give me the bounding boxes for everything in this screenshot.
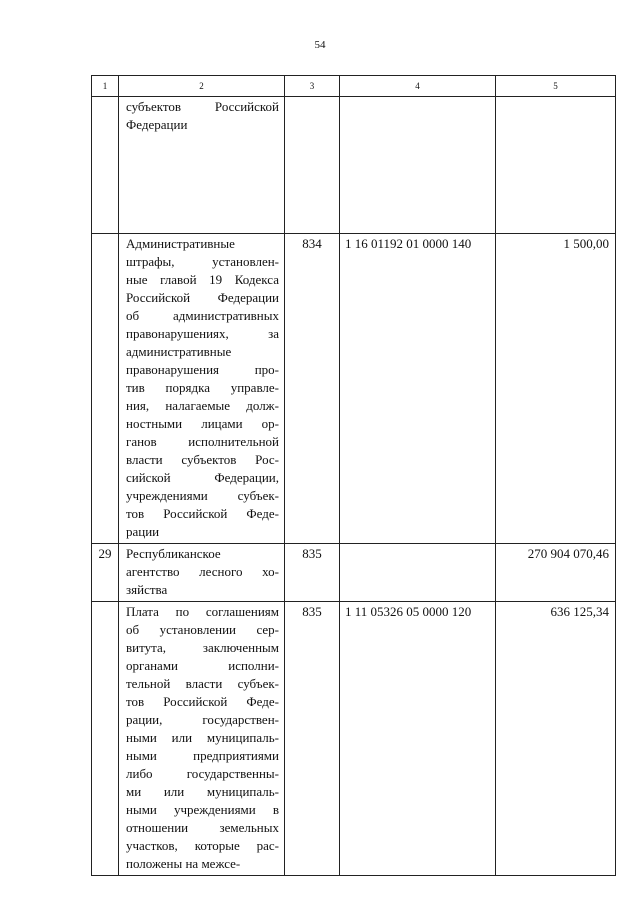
header-col-4: 4 (340, 76, 496, 97)
row-number-cell (92, 97, 119, 234)
header-col-2: 2 (119, 76, 285, 97)
row-name-line: положены на межсе- (126, 856, 241, 871)
row-name-line: власти субъектов Рос- (126, 452, 279, 467)
row-name-line: зяйства (126, 582, 168, 597)
row-name-line: ные главой 19 Кодекса (126, 272, 279, 287)
header-row (92, 76, 616, 97)
row-name-cell (119, 602, 285, 876)
row-name-line: штрафы, установлен- (126, 254, 279, 269)
row-amount-cell (496, 97, 616, 234)
row-number-cell (92, 234, 119, 544)
row-name-line: ми или муниципаль- (126, 784, 279, 799)
row-name-line: административные (126, 344, 232, 359)
row-name-line: сийской Федерации, (126, 470, 279, 485)
row-name-line: участков, которые рас- (126, 838, 279, 853)
row-code-cell: 835 (285, 544, 340, 602)
row-name-line: тельной власти субъек- (126, 676, 279, 691)
row-name-line: либо государственны- (126, 766, 279, 781)
row-amount-cell: 270 904 070,46 (496, 544, 616, 602)
header-col-5: 5 (496, 76, 616, 97)
row-name-line: рации, государствен- (126, 712, 279, 727)
row-name-line: тов Российской Феде- (126, 694, 279, 709)
header-col-3: 3 (285, 76, 340, 97)
row-name-line: Российской Федерации (126, 290, 279, 305)
row-code-cell: 834 (285, 234, 340, 544)
row-kbk-cell (340, 97, 496, 234)
header-col-1: 1 (92, 76, 119, 97)
row-name-cell (119, 97, 285, 234)
revenue-table (91, 75, 616, 876)
row-name-line: органами исполни- (126, 658, 279, 673)
row-name-line: правонарушения про- (126, 362, 279, 377)
row-kbk-cell: 1 11 05326 05 0000 120 (340, 602, 496, 876)
row-name-line: ганов исполнительной (126, 434, 279, 449)
row-name-line: тов Российской Феде- (126, 506, 279, 521)
table-row (92, 234, 616, 544)
row-name-line: Республиканское (126, 546, 221, 561)
row-name-line: субъектов Российской (126, 99, 279, 114)
row-name-line: об установлении сер- (126, 622, 279, 637)
row-name-line: Плата по соглашениям (126, 604, 279, 619)
row-number-cell (92, 602, 119, 876)
row-name-line: ными учреждениями в (126, 802, 279, 817)
row-name-line: витута, заключенным (126, 640, 279, 655)
row-name-line: ностными лицами ор- (126, 416, 279, 431)
row-kbk-cell (340, 544, 496, 602)
row-code-cell (285, 97, 340, 234)
row-number-cell: 29 (92, 544, 119, 602)
table-row (92, 97, 616, 234)
row-name-line: Федерации (126, 117, 188, 132)
table-row (92, 602, 616, 876)
row-name-cell (119, 544, 285, 602)
row-amount-cell: 636 125,34 (496, 602, 616, 876)
row-name-cell (119, 234, 285, 544)
table-row (92, 544, 616, 602)
row-name-line: Административные (126, 236, 235, 251)
row-name-line: ния, налагаемые долж- (126, 398, 279, 413)
row-name-line: тив порядка управле- (126, 380, 279, 395)
row-name-line: правонарушениях, за (126, 326, 279, 341)
row-amount-cell: 1 500,00 (496, 234, 616, 544)
row-name-line: агентство лесного хо- (126, 564, 279, 579)
row-name-line: об административных (126, 308, 279, 323)
row-kbk-cell: 1 16 01192 01 0000 140 (340, 234, 496, 544)
row-name-line: ными или муниципаль- (126, 730, 279, 745)
row-name-line: учреждениями субъек- (126, 488, 279, 503)
row-name-line: отношении земельных (126, 820, 279, 835)
row-name-line: ными предприятиями (126, 748, 279, 763)
row-code-cell: 835 (285, 602, 340, 876)
row-name-line: рации (126, 524, 160, 539)
page-number: 54 (314, 39, 326, 51)
